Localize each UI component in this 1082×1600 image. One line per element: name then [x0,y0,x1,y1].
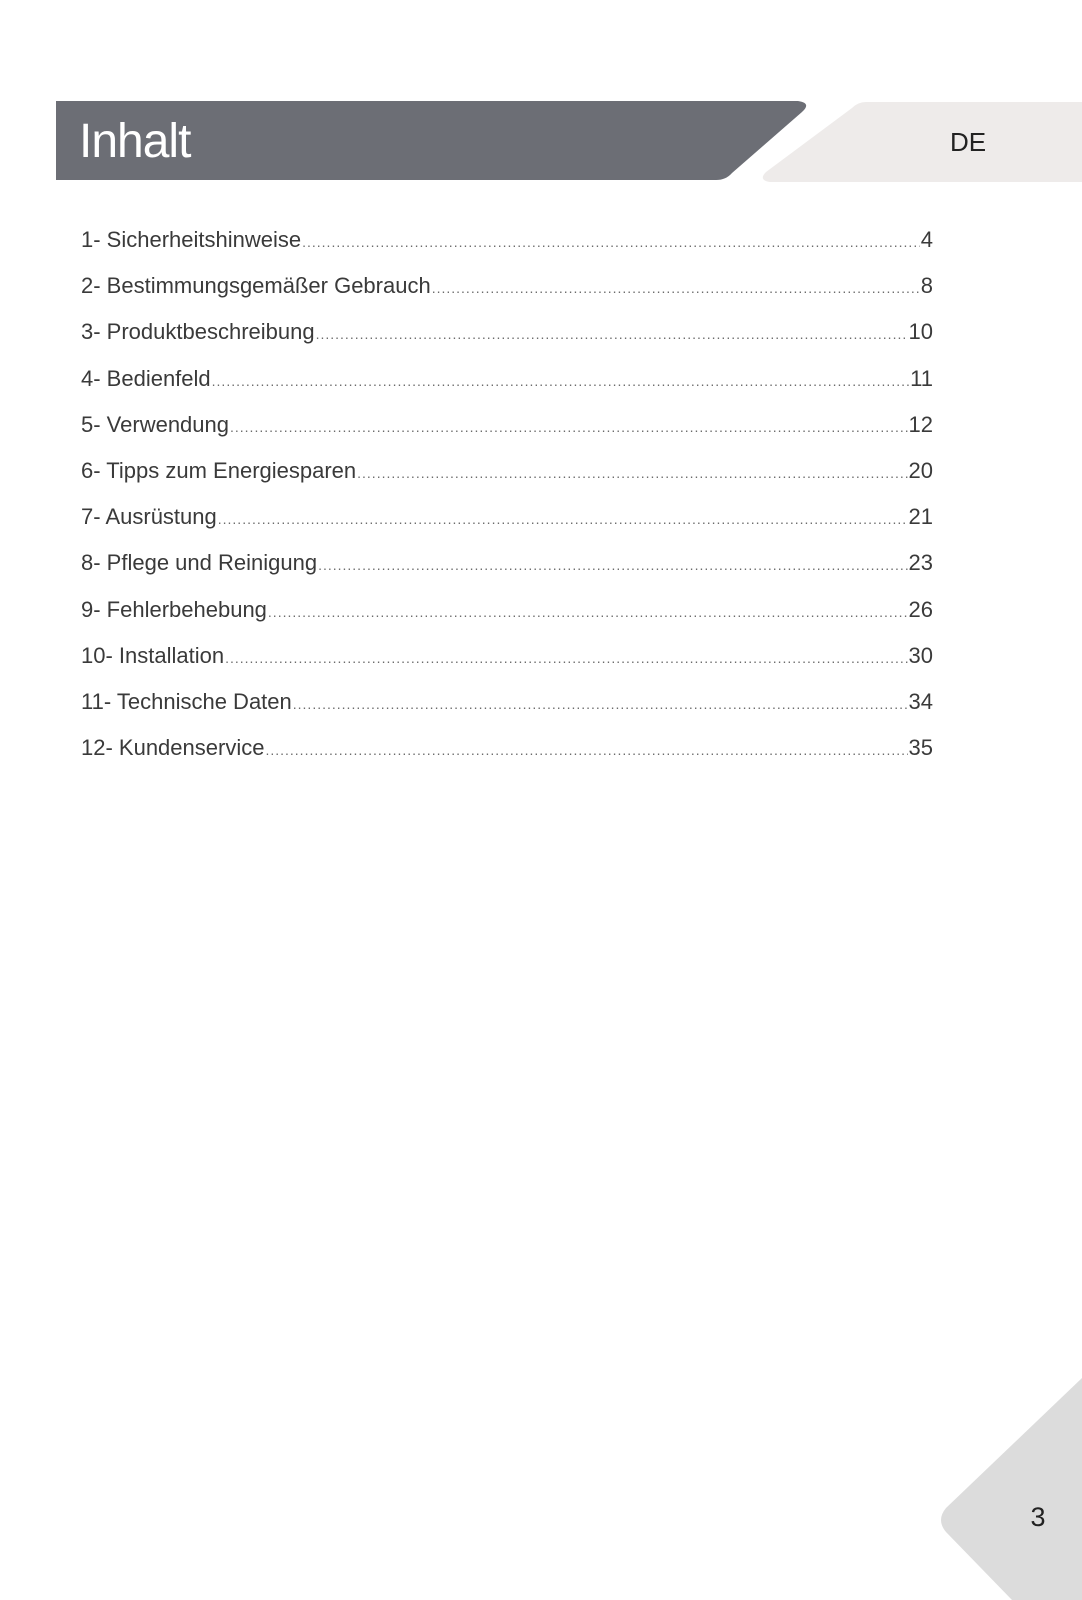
toc-entry-page: 4 [920,227,933,252]
toc-entry-page: 8 [920,273,933,299]
toc-entry-title: 9- Fehlerbehebung [81,596,267,622]
toc-entry-title: 2- Bestimmungsgemäßer Gebrauch [81,273,431,299]
toc-entry-page: 30 [908,642,933,668]
toc-entry-title: 5- Verwendung [81,411,229,437]
toc-entry-title: 8- Pflege und Reinigung [81,550,318,576]
toc-entry-page: 23 [908,550,933,576]
toc-entry-page: 20 [908,457,933,483]
toc-entry-page: 34 [908,688,933,714]
toc-entry-title: 6- Tipps zum Energiesparen [81,457,357,483]
toc-entry-page: 21 [908,504,933,530]
toc-entry-title: 11- Technische Daten [81,688,292,714]
toc-entry-title: 12- Kundenservice [81,735,265,761]
toc-entry-page: 12 [908,411,933,437]
page-corner-shape [941,1378,1082,1600]
toc-entry-page: 26 [908,596,933,622]
toc-entry-title: 3- Produktbeschreibung [81,319,315,345]
toc-entry-title: 1- Sicherheitshinweise [81,227,302,252]
toc-entry-page: 35 [908,735,933,761]
toc-entry-title: 10- Installation [81,642,225,668]
language-label: DE [950,127,987,157]
toc-entry-title: 4- Bedienfeld [81,365,211,391]
page-number: 3 [1030,1502,1046,1532]
toc-entry-page: 11 [910,365,933,391]
toc-entry-page: 10 [908,319,933,345]
page-title: Inhalt [79,115,191,168]
toc-entry-title: 7- Ausrüstung [81,504,217,530]
